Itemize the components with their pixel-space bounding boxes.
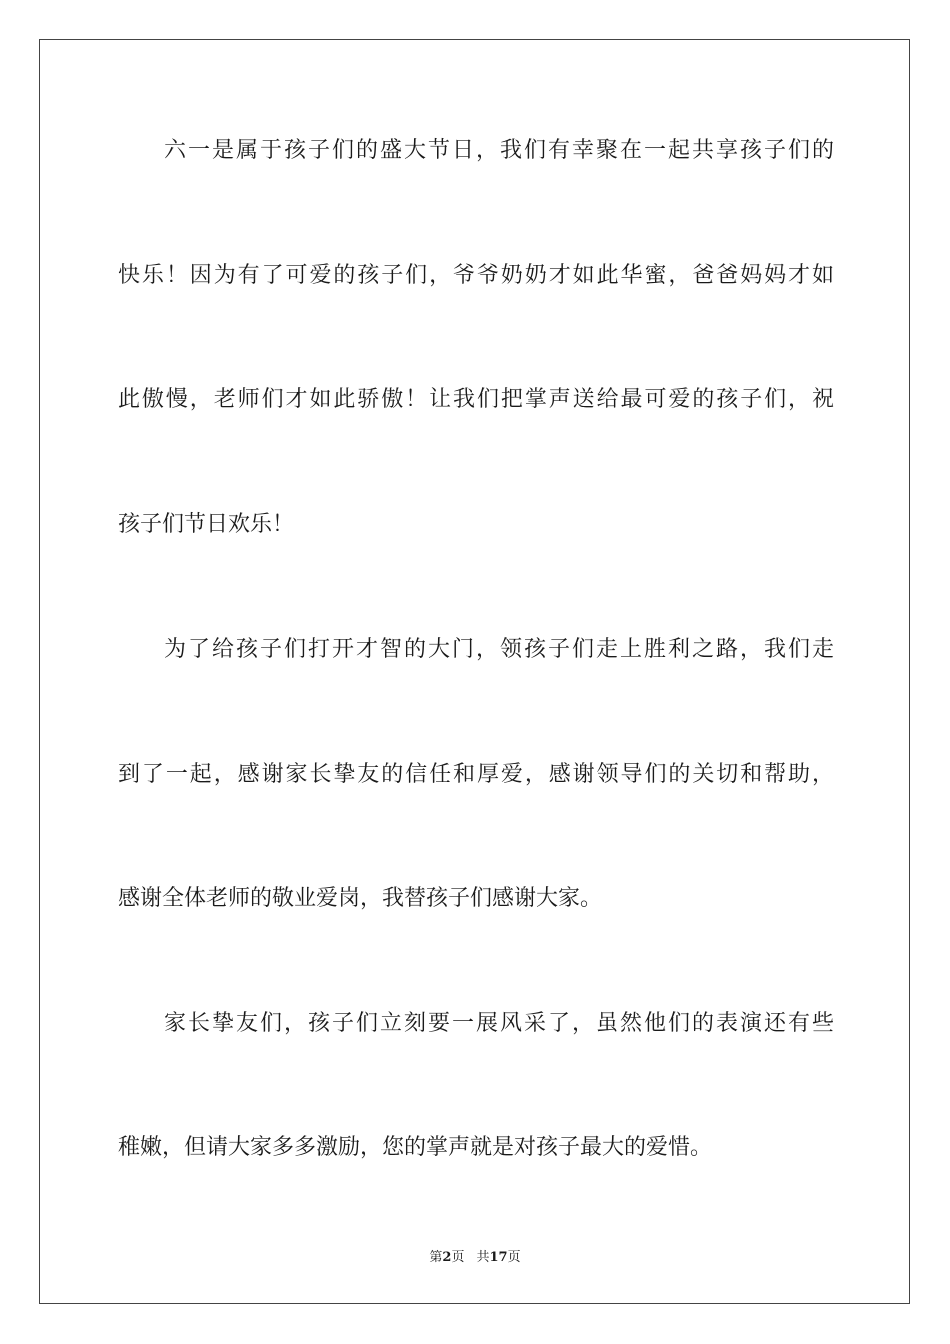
paragraph-2-line-2: 到了一起，感谢家长挚友的信任和厚爱，感谢领导们的关切和帮助， — [118, 762, 834, 787]
total-pages: 17 — [489, 1250, 508, 1265]
page-suffix: 页 — [451, 1250, 465, 1265]
paragraph-2-line-3: 感谢全体老师的敬业爱岗，我替孩子们感谢大家。 — [118, 886, 603, 911]
paragraph-2-line-1: 为了给孩子们打开才智的大门，领孩子们走上胜利之路，我们走 — [164, 637, 834, 662]
paragraph-1-line-3: 此傲慢，老师们才如此骄傲！让我们把掌声送给最可爱的孩子们，祝 — [118, 387, 834, 412]
total-suffix: 页 — [507, 1250, 521, 1265]
total-prefix: 共 — [476, 1250, 490, 1265]
paragraph-1-line-2: 快乐！因为有了可爱的孩子们，爷爷奶奶才如此华蜜，爸爸妈妈才如 — [118, 263, 834, 288]
page-footer — [0, 1246, 950, 1265]
paragraph-3-line-2: 稚嫩，但请大家多多激励，您的掌声就是对孩子最大的爱惜。 — [118, 1135, 713, 1160]
page-prefix: 第 — [429, 1250, 443, 1265]
paragraph-3-line-1: 家长挚友们，孩子们立刻要一展风采了，虽然他们的表演还有些 — [164, 1011, 834, 1036]
page-border — [39, 39, 910, 1304]
paragraph-1-line-4: 孩子们节日欢乐！ — [118, 512, 295, 537]
page-number: 2 — [442, 1250, 452, 1265]
paragraph-1-line-1: 六一是属于孩子们的盛大节日，我们有幸聚在一起共享孩子们的 — [164, 138, 834, 163]
